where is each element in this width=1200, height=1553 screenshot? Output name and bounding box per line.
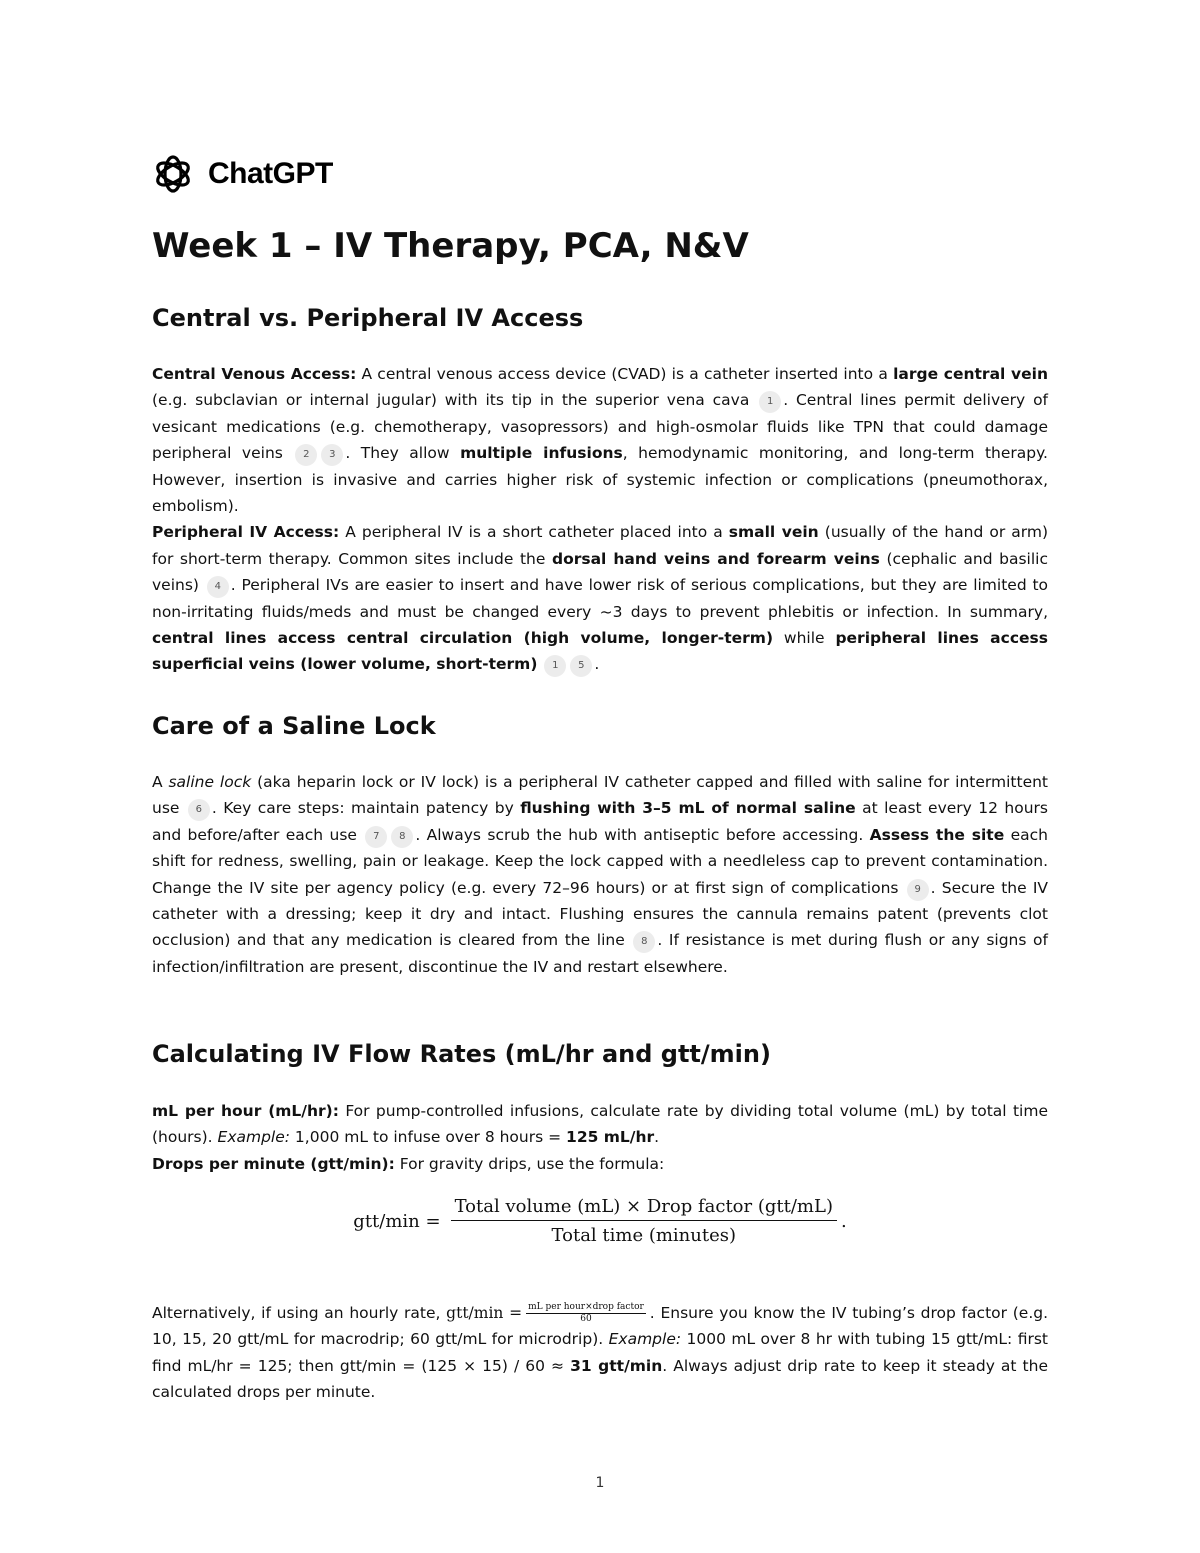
text: . Central lines permit delivery of vesicant medications (e.g. chemotherapy, vasopressors) and high-osmolar fluids like TPN that could damage peripheral veins — [152, 391, 1049, 463]
text: . If resistance is met during flush or any signs of infection/infiltration are present, discontinue the IV and restart elsewhere. — [152, 931, 1048, 976]
bold-text: small vein — [728, 523, 819, 542]
text: while — [773, 629, 836, 648]
flow-paragraph — [152, 1098, 1048, 1177]
text: . Key care steps: maintain patency by — [211, 799, 521, 818]
text: 1,000 mL to infuse over 8 hours = — [290, 1128, 567, 1147]
italic-text: Example: — [608, 1330, 682, 1349]
text: A peripheral IV is a short catheter placed into a — [339, 523, 729, 542]
text: For gravity drips, use the formula: — [394, 1154, 665, 1173]
bold-text: flushing with 3–5 mL of normal saline — [520, 799, 856, 818]
text: . They allow — [345, 444, 461, 463]
text: . Secure the IV catheter with a dressing; keep it dry and intact. Flushing ensures the cannula remains patent (prevents clot occlusion) and that any medication is cleared from the line — [152, 878, 1048, 950]
citation-ref[interactable]: 5 — [570, 655, 592, 677]
alt-formula-fraction — [526, 1302, 646, 1325]
section-heading-access: Central vs. Peripheral IV Access — [152, 304, 584, 332]
text: For pump-controlled infusions, calculate rate by dividing total volume (mL) by total time (hours). — [152, 1102, 1048, 1147]
ml-per-hour-label: mL per hour (mL/hr): — [152, 1102, 339, 1120]
formula-end: . — [840, 1210, 847, 1232]
formula-numerator: Total volume (mL) × Drop factor (gtt/mL) — [451, 1196, 837, 1221]
text: A central venous access device (CVAD) is a catheter inserted into a — [356, 365, 894, 383]
bold-text: multiple infusions — [460, 444, 623, 463]
section-heading-flow: Calculating IV Flow Rates (mL/hr and gtt/min) — [152, 1040, 771, 1068]
gtt-per-min-label: Drops per minute (gtt/min): — [152, 1154, 395, 1173]
text: 1000 mL over 8 hr with tubing 15 gtt/mL: first find mL/hr = 125; then gtt/min = (125 × 15) / 60 ≈ — [152, 1330, 1048, 1375]
peripheral-label: Peripheral IV Access: — [152, 523, 340, 542]
citation-ref[interactable]: 2 — [295, 444, 317, 466]
text: . Peripheral IVs are easier to insert and have lower risk of serious complications, but they are limited to non-irritating fluids/meds and must be changed every ~3 days to prevent phlebitis or infection. In summary, — [152, 576, 1049, 621]
saline-paragraph — [152, 769, 1048, 980]
citation-ref[interactable]: 1 — [759, 391, 781, 413]
citation-ref[interactable]: 8 — [633, 931, 655, 953]
formula-denominator: Total time (minutes) — [551, 1225, 737, 1246]
page-number: 1 — [595, 1475, 605, 1491]
text: (aka heparin lock or IV lock) is a peripheral IV catheter capped and filled with saline for intermittent use — [152, 773, 1049, 818]
citation-ref[interactable]: 3 — [321, 444, 343, 466]
bold-text: Assess the site — [869, 825, 1005, 844]
bold-text: 31 gtt/min — [570, 1356, 663, 1375]
text: . — [594, 655, 600, 674]
bold-text: large central vein — [893, 365, 1048, 383]
italic-text: saline lock — [168, 773, 252, 791]
bold-text: central lines access central circulation (high volume, longer-term) — [152, 629, 774, 648]
text: at least every 12 hours and before/after each use — [152, 799, 1048, 844]
citation-ref[interactable]: 1 — [544, 655, 566, 677]
citation-ref[interactable]: 7 — [365, 826, 387, 848]
citation-ref[interactable]: 6 — [188, 799, 210, 821]
document-title: Week 1 – IV Therapy, PCA, N&V — [152, 226, 749, 266]
text: (usually of the hand or arm) for short-term therapy. Common sites include the — [152, 523, 1049, 568]
formula-fraction — [451, 1196, 837, 1246]
text: , hemodynamic monitoring, and long-term therapy. However, insertion is invasive and carries higher risk of systemic infection or complications (pneumothorax, embolism). — [152, 444, 1048, 516]
alt-formula-numerator: mL per hour×drop factor — [528, 1302, 644, 1312]
formula-lhs: gtt/min = — [353, 1210, 441, 1232]
text: (cephalic and basilic veins) — [152, 549, 1048, 595]
text: . Always scrub the hub with antiseptic before accessing. — [415, 825, 870, 844]
access-paragraph — [152, 361, 1048, 678]
text: Alternatively, if using an hourly rate, — [152, 1304, 447, 1322]
drip-rate-formula — [152, 1196, 1048, 1246]
bold-text: peripheral lines access superficial veins (lower volume, short-term) — [152, 629, 1048, 674]
alt-formula-denominator: 60 — [580, 1314, 592, 1324]
brand-logo — [152, 152, 333, 196]
bold-text: 125 mL/hr — [566, 1128, 655, 1147]
bold-text: dorsal hand veins and forearm veins — [551, 549, 880, 568]
section-heading-saline: Care of a Saline Lock — [152, 712, 436, 740]
text: . Ensure you know the IV tubing’s drop factor (e.g. 10, 15, 20 gtt/mL for macrodrip; 60 gtt/mL for microdrip). — [152, 1304, 1049, 1349]
citation-ref[interactable]: 9 — [907, 879, 929, 901]
central-label: Central Venous Access: — [152, 365, 357, 383]
text: each shift for redness, swelling, pain or leakage. Keep the lock capped with a needleless cap to prevent contamination. Change the IV site per agency policy (e.g. every 72–96 hours) or at first sign of complications — [152, 825, 1048, 897]
openai-knot-icon — [152, 153, 194, 195]
text: . Always adjust drip rate to keep it steady at the calculated drops per minute. — [152, 1356, 1048, 1402]
citation-ref[interactable]: 4 — [207, 576, 229, 598]
alternative-paragraph — [152, 1300, 1048, 1406]
alt-formula-lhs: gtt/min = — [446, 1304, 523, 1322]
text: (e.g. subclavian or internal jugular) with its tip in the superior vena cava — [152, 391, 758, 410]
italic-text: Example: — [217, 1128, 290, 1147]
text: . — [654, 1128, 660, 1147]
brand-name: ChatGPT — [208, 157, 333, 190]
text: A — [152, 773, 169, 791]
citation-ref[interactable]: 8 — [391, 826, 413, 848]
